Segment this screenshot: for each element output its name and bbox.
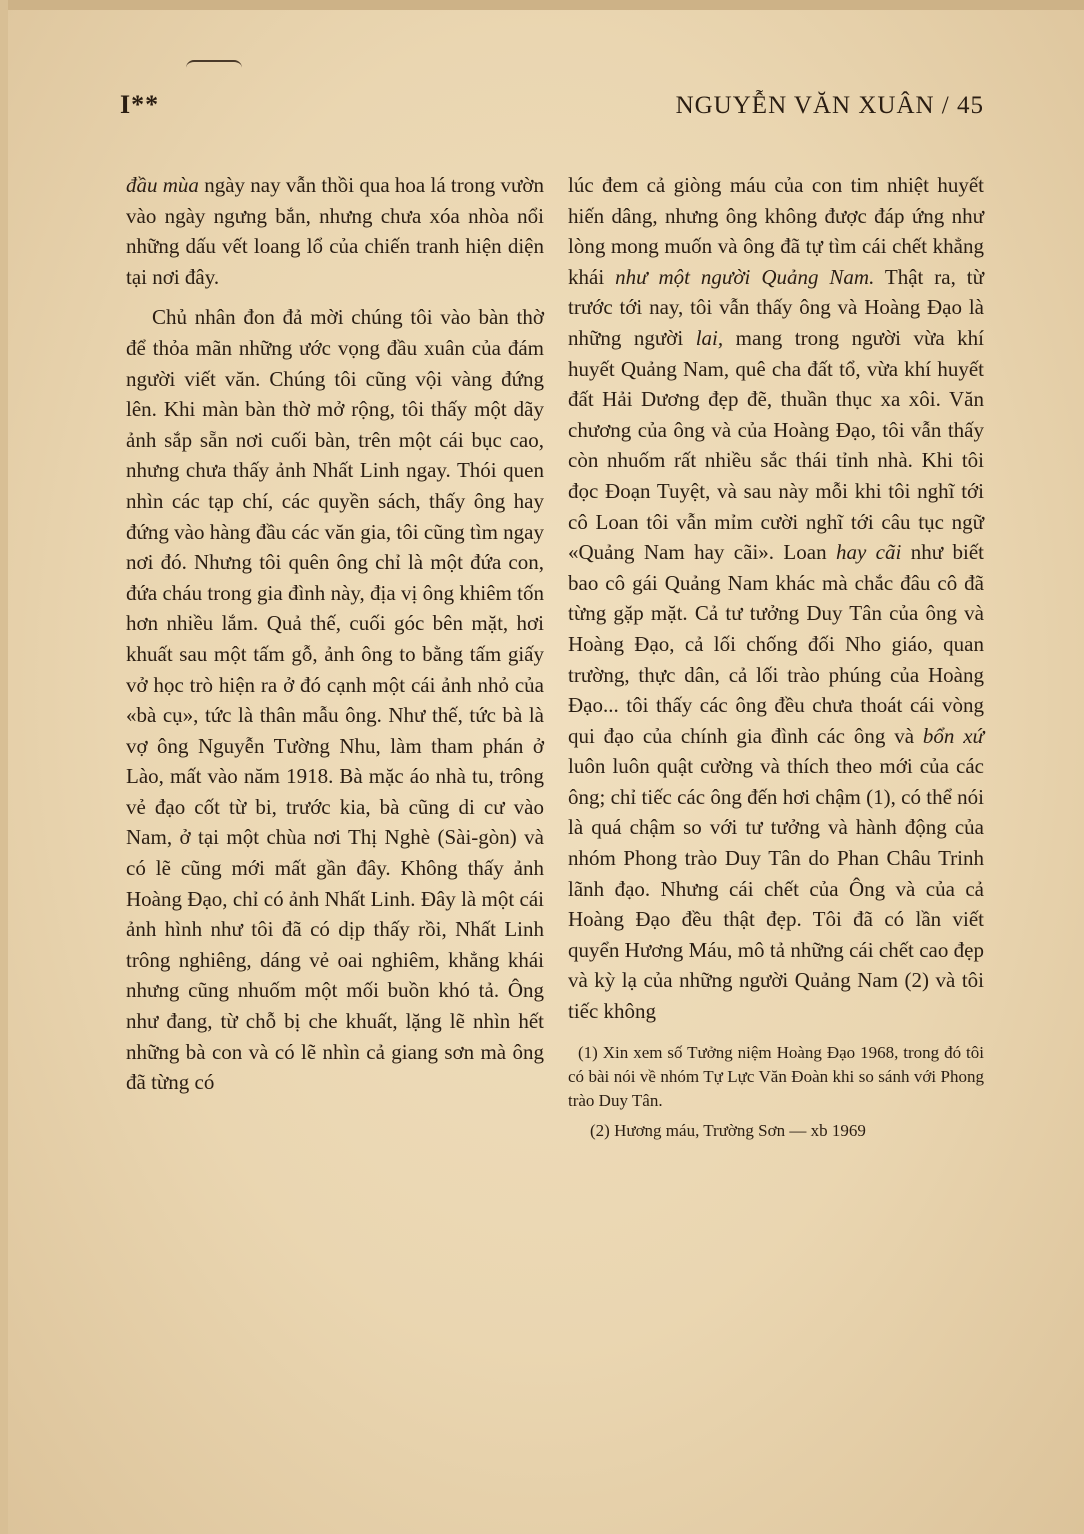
- right-body: [568, 170, 984, 1027]
- footnote-1: (1) Xin xem số Tưởng niệm Hoàng Đạo 1968, trong đó tôi có bài nói về nhóm Tự Lực Văn Đoàn khi so sánh với Phong trào Duy Tân.: [568, 1042, 984, 1110]
- footnotes: [568, 1041, 984, 1143]
- italic-phrase: hay cãi: [835, 540, 902, 565]
- text-run: Thật ra, từ trước tới nay, tôi vẫn thấy ông và Hoàng Đạo là những người: [568, 264, 985, 350]
- right-column: [568, 170, 984, 1149]
- page-left-edge: [0, 0, 8, 1534]
- text-run: lúc đem cả giòng máu của con tim nhiệt huyết hiến dâng, nhưng ông không được đáp ứng như lòng mong muốn và ông đã tự tìm cái chết khẳng khái: [568, 173, 984, 289]
- paragraph-3: [568, 170, 984, 1027]
- italic-phrase: lai,: [695, 325, 724, 350]
- page-top-edge: [0, 0, 1084, 10]
- paragraph-text: ngày nay vẫn thồi qua hoa lá trong vườn vào ngày ngưng bắn, nhưng chưa xóa nhòa nổi những dấu vết loang lổ của chiến tranh hiện diện tại nơi đây.: [126, 173, 545, 289]
- left-column: [126, 170, 544, 1098]
- paragraph-2: Chủ nhân đon đả mời chúng tôi vào bàn thờ để thỏa mãn những ước vọng đầu xuân của đám người viết văn. Chúng tôi cũng vội vàng đứng lên. Khi màn bàn thờ mở rộng, tôi thấy một dãy ảnh sắp sẵn nơi cuối bàn, trên một cái bục cao, nhưng chưa thấy ảnh Nhất Linh ngay. Thói quen nhìn các tạp chí, các quyền sách, thấy ông hay đứng vào hàng đầu các văn gia, tôi cũng tìm ngay nơi đó. Nhưng tôi quên ông chỉ là một đứa con, đứa cháu trong gia đình này, địa vị ông khiêm tốn hơn nhiều lắm. Quả thế, cuối góc bên mặt, hơi khuất sau một tấm gỗ, ảnh ông to bằng tấm giấy vở học trò hiện ra ở đó cạnh một cái ảnh nhỏ của «bà cụ», tức là thân mẫu ông. Như thế, tức bà là vợ ông Nguyễn Tường Nhu, làm tham phán ở Lào, mất vào năm 1918. Bà mặc áo nhà tu, trông vẻ đạo cốt từ bi, trước kia, bà cũng di cư vào Nam, ở tại một chùa nơi Thị Nghè (Sài-gòn) và có lẽ cũng mới mất gần đây. Không thấy ảnh Hoàng Đạo, chỉ có ảnh Nhất Linh. Đây là một cái ảnh hình như tôi đã có dịp thấy rồi, Nhất Linh trông nghiêng, dáng vẻ oai nghiêm, khẳng khái nhưng cũng nhuốm một mối buồn khó tả. Ông như đang, từ chỗ bị che khuất, lặng lẽ nhìn hết những bà con và có lẽ nhìn cả giang sơn mà ông đã từng có: [126, 305, 544, 1095]
- footnote-2: (2) Hương máu, Trường Sơn — xb 1969: [590, 1120, 866, 1140]
- text-run: mang trong người vừa khí huyết Quảng Nam, quê cha đất tổ, vừa khí huyết đất Hải Dương đẹp đẽ, thuần thục xa xôi. Văn chương của ông và của Hoàng Đạo, tôi vẫn thấy còn nhuốm rất nhiều sắc thái tỉnh nhà. Khi tôi đọc Đoạn Tuyệt, và sau này mỗi khi tôi nghĩ tới cô Loan tôi vẫn mỉm cười nghĩ tới câu tục ngữ «Quảng Nam hay cãi». Loan: [568, 325, 985, 565]
- text-run: như biết bao cô gái Quảng Nam khác mà chắc đâu cô đã từng gặp mặt. Cả tư tưởng Duy Tân của ông và Hoàng Đạo, cả lối chống đối Nho giáo, quan trường, thực dân, cả lối trào phúng của Hoàng Đạo... tôi thấy các ông đều chưa thoát cái vòng qui đạo của chính gia đình các ông và: [568, 540, 984, 748]
- italic-phrase: như một người Quảng Nam.: [615, 264, 875, 289]
- italic-phrase: bổn xứ: [922, 723, 984, 748]
- ink-smudge: [186, 60, 242, 68]
- paragraph-1: [126, 170, 544, 292]
- signature-mark: I**: [120, 90, 160, 119]
- italic-phrase: đầu mùa: [126, 173, 199, 197]
- running-header: NGUYỄN VĂN XUÂN / 45: [675, 92, 984, 119]
- text-run: luôn luôn quật cường và thích theo mới của các ông; chỉ tiếc các ông đến hơi chậm (1), có thể nói là quá chậm so với tư tưởng và hành động của nhóm Phong trào Duy Tân do Phan Châu Trinh lãnh đạo. Nhưng cái chết của Ông và của cả Hoàng Đạo đều thật đẹp. Tôi đã có lần viết quyển Hương Máu, mô tả những cái chết cao đẹp và kỳ lạ của những người Quảng Nam (2) và tôi tiếc không: [568, 754, 984, 1024]
